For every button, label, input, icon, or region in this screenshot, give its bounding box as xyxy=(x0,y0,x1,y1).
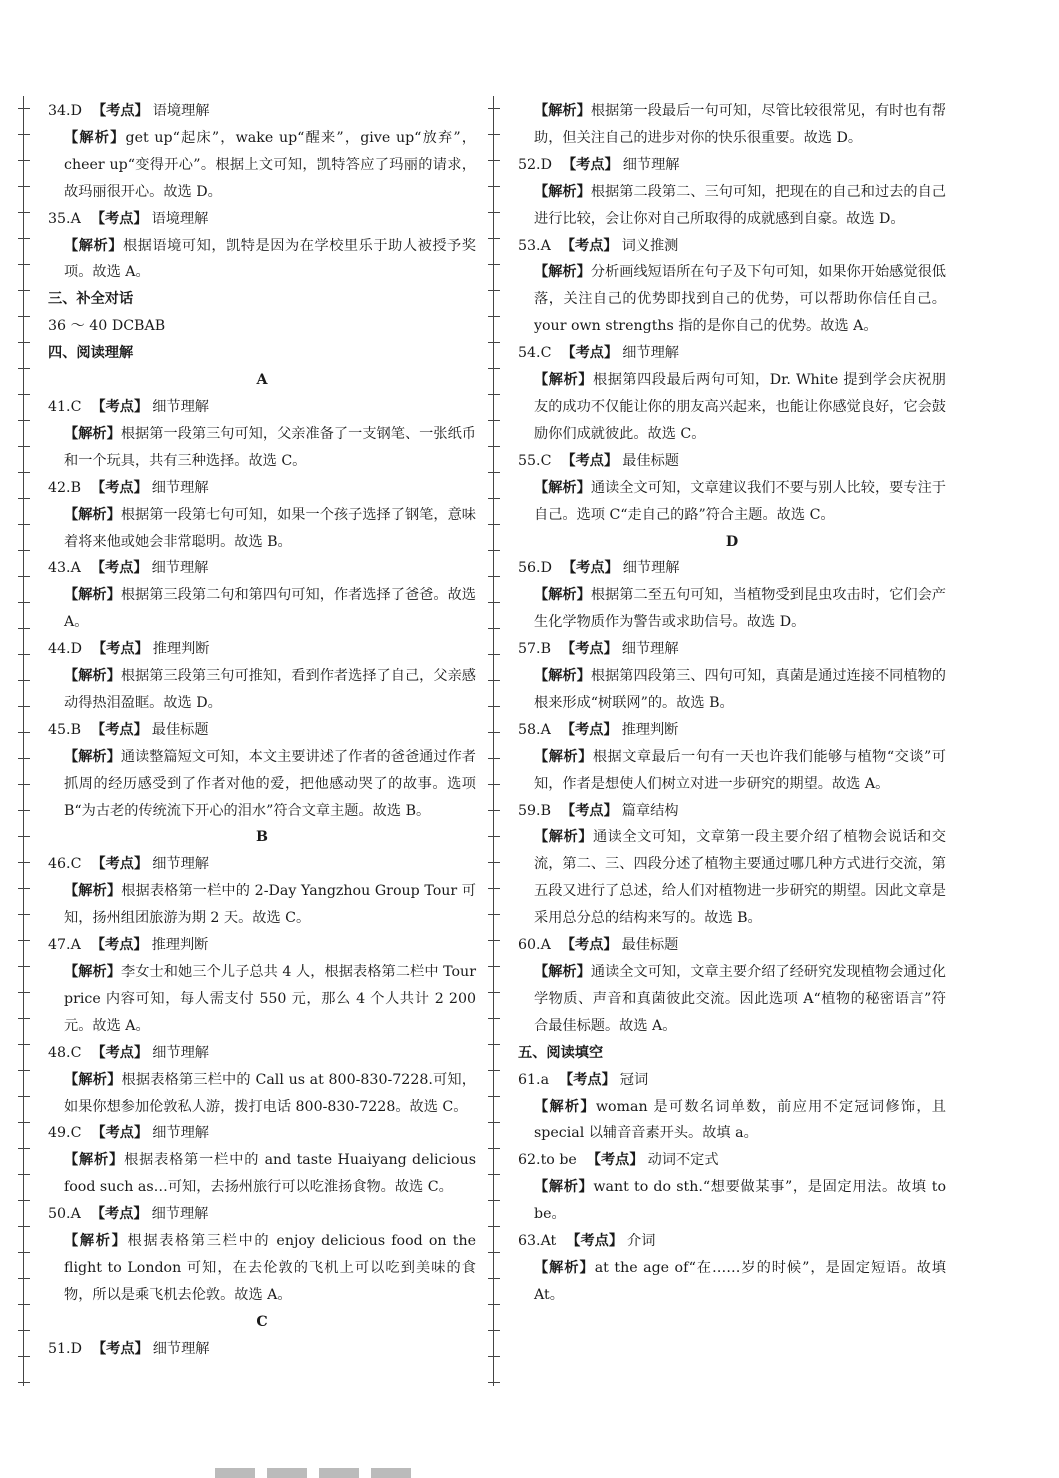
explanation-text: 根据表格第一栏中的 and taste Huaiyang delicious food such as…可知，去扬州旅行可以吃淮扬食物。故选 C。 xyxy=(64,1152,476,1196)
exam-point-tag: 【考点】 xyxy=(91,479,148,496)
question-number: 47.A xyxy=(48,937,81,954)
explanation-tag: 【解析】 xyxy=(64,506,121,523)
section-heading: 四、阅读理解 xyxy=(48,345,134,362)
exam-point-category: 语境理解 xyxy=(151,210,209,227)
exam-point-tag: 【考点】 xyxy=(561,345,619,362)
exam-point-tag: 【考点】 xyxy=(91,398,149,415)
question-answer-line xyxy=(518,1067,946,1094)
question-number: 61.a xyxy=(518,1071,550,1088)
exam-point-tag: 【考点】 xyxy=(90,210,148,227)
explanation-text: 根据第二段第二、三句可知，把现在的自己和过去的自己进行比较，会让你对自己所取得的成就感到自豪。故选 D。 xyxy=(534,183,946,227)
question-number: 43.A xyxy=(48,560,81,577)
explanation-tag: 【解析】 xyxy=(64,748,121,765)
exam-point-tag: 【考点】 xyxy=(559,1071,616,1088)
explanation-text: 通读全文可知，文章主要介绍了经研究发现植物会通过化学物质、声音和真菌彼此交流。因此选项 A“植物的秘密语言”符合最佳标题。故选 A。 xyxy=(534,964,946,1034)
question-number: 34.D xyxy=(48,103,82,119)
exam-point-category: 细节理解 xyxy=(151,479,209,496)
passage-label: B xyxy=(256,829,268,846)
explanation-text: woman 是可数名词单数，前应用不定冠词修饰，且 special 以辅音音素开头。故填 a。 xyxy=(534,1098,946,1142)
explanation-tag: 【解析】 xyxy=(64,1071,122,1088)
question-number: 63.At xyxy=(518,1233,557,1250)
exam-point-tag: 【考点】 xyxy=(561,452,619,469)
explanation-text: 根据第一段第七句可知，如果一个孩子选择了钢笔，意味着将来他或她会非常聪明。故选 B。 xyxy=(64,506,476,550)
explanation-tag: 【解析】 xyxy=(64,668,121,685)
question-answer-line xyxy=(518,152,946,179)
explanation-text: 根据语境可知，凯特是因为在学校里乐于助人被授予奖项。故选 A。 xyxy=(64,237,476,281)
explanation-tag: 【解析】 xyxy=(534,668,591,685)
question-answer-line xyxy=(48,851,476,878)
question-number: 41.C xyxy=(48,398,82,415)
question-answer-line xyxy=(48,1201,476,1228)
exam-point-category: 细节理解 xyxy=(152,1125,209,1142)
question-answer-line xyxy=(48,1120,476,1147)
explanation-tag: 【解析】 xyxy=(534,479,591,496)
exam-point-tag: 【考点】 xyxy=(91,1340,149,1357)
exam-point-tag: 【考点】 xyxy=(561,802,618,819)
explanation xyxy=(48,1228,476,1309)
question-answer-line xyxy=(48,555,476,582)
explanation xyxy=(518,1094,946,1148)
exam-point-tag: 【考点】 xyxy=(91,1044,149,1061)
explanation-tag: 【解析】 xyxy=(64,237,123,254)
exam-point-category: 细节理解 xyxy=(622,156,680,173)
exam-point-category: 推理判断 xyxy=(151,937,209,954)
exam-point-category: 细节理解 xyxy=(621,641,679,658)
explanation-tag: 【解析】 xyxy=(534,1179,594,1196)
question-number: 45.B xyxy=(48,721,81,738)
explanation xyxy=(518,98,946,152)
question-number: 50.A xyxy=(48,1206,81,1223)
exam-point-tag: 【考点】 xyxy=(561,560,619,577)
explanation xyxy=(518,179,946,233)
question-number: 52.D xyxy=(518,156,552,173)
question-answer-line xyxy=(48,717,476,744)
explanation xyxy=(48,878,476,932)
answer-column-right xyxy=(518,98,946,1309)
exam-point-category: 语境理解 xyxy=(152,103,210,119)
question-number: 59.B xyxy=(518,802,551,819)
explanation-text: 根据第三段第二句和第四句可知，作者选择了爸爸。故选 A。 xyxy=(64,587,476,631)
explanation-tag: 【解析】 xyxy=(534,183,591,200)
exam-point-tag: 【考点】 xyxy=(90,560,148,577)
exam-point-category: 推理判断 xyxy=(621,721,679,738)
passage-label: C xyxy=(256,1313,268,1330)
question-answer-line xyxy=(518,448,946,475)
exam-point-category: 细节理解 xyxy=(152,398,209,415)
passage-label: A xyxy=(256,372,268,389)
explanation-text: 根据文章最后一句有一天也许我们能够与植物“交谈”可知，作者是想使人们树立对进一步研究的期望。故选 A。 xyxy=(534,748,946,792)
explanation xyxy=(48,744,476,825)
explanation-tag: 【解析】 xyxy=(534,748,593,765)
question-number: 44.D xyxy=(48,641,82,658)
exam-point-category: 介词 xyxy=(627,1233,656,1250)
question-number: 56.D xyxy=(518,560,552,577)
question-answer-line xyxy=(518,717,946,744)
exam-point-tag: 【考点】 xyxy=(560,237,618,254)
explanation-text: at the age of“在……岁的时候”，是固定短语。故填 At。 xyxy=(534,1259,946,1303)
exam-point-tag: 【考点】 xyxy=(91,641,149,658)
explanation xyxy=(518,259,946,340)
explanation xyxy=(518,824,946,932)
explanation-tag: 【解析】 xyxy=(64,129,126,146)
binding-margin-middle xyxy=(488,96,500,1386)
question-answer-line xyxy=(518,1147,946,1174)
explanation-text: get up“起床”，wake up“醒来”，give up“放弃”，cheer up“变得开心”。根据上文可知，凯特答应了玛丽的请求，故玛丽很开心。故选 D。 xyxy=(64,129,476,200)
explanation xyxy=(518,744,946,798)
exam-point-tag: 【考点】 xyxy=(561,156,619,173)
explanation-tag: 【解析】 xyxy=(534,587,591,604)
exam-point-tag: 【考点】 xyxy=(91,856,149,873)
question-answer-line xyxy=(518,798,946,825)
question-number: 62.to be xyxy=(518,1152,577,1169)
explanation-text: 根据表格第三栏中的 enjoy delicious food on the flight to London 可知，在去伦敦的飞机上可以吃到美味的食物，所以是乘飞机去伦敦。故选 A。 xyxy=(64,1233,476,1303)
explanation xyxy=(518,582,946,636)
question-number: 51.D xyxy=(48,1340,82,1357)
question-number: 35.A xyxy=(48,210,81,227)
explanation xyxy=(518,663,946,717)
section-heading: 三、补全对话 xyxy=(48,291,134,308)
question-answer-line xyxy=(48,394,476,421)
explanation xyxy=(48,1067,476,1121)
explanation-tag: 【解析】 xyxy=(534,103,591,119)
question-answer-line xyxy=(518,636,946,663)
question-answer-line xyxy=(48,1336,476,1363)
exam-point-tag: 【考点】 xyxy=(561,641,618,658)
answer-column-left xyxy=(48,98,476,1363)
explanation-tag: 【解析】 xyxy=(534,1098,596,1115)
question-answer-line xyxy=(48,932,476,959)
explanation xyxy=(518,475,946,529)
explanation xyxy=(518,1255,946,1309)
exam-point-tag: 【考点】 xyxy=(560,721,618,738)
exam-point-tag: 【考点】 xyxy=(586,1152,644,1169)
explanation-text: 根据第四段第三、四句可知，真菌是通过连接不同植物的根来形成“树联网”的。故选 B。 xyxy=(534,668,946,711)
question-number: 58.A xyxy=(518,721,551,738)
exam-point-category: 词义推测 xyxy=(621,237,679,254)
exam-point-category: 细节理解 xyxy=(152,1340,210,1357)
question-answer-line xyxy=(48,475,476,502)
explanation-tag: 【解析】 xyxy=(534,264,591,281)
explanation-text: 分析画线短语所在句子及下句可知，如果你开始感觉很低落，关注自己的优势即找到自己的优势，可以帮助你信任自己。your own strengths 指的是你自己的优势。故选 A。 xyxy=(534,264,946,335)
exam-point-category: 最佳标题 xyxy=(151,721,209,738)
explanation-tag: 【解析】 xyxy=(64,964,122,980)
explanation-text: 通读全文可知，文章第一段主要介绍了植物会说话和交流，第二、三、四段分述了植物主要通过哪几种方式进行交流，第五段又进行了总述，给人们对植物进一步研究的期望。因此文章是采用总分总的结构来写的。故选 B。 xyxy=(534,829,946,927)
question-answer-line xyxy=(48,206,476,233)
question-number: 55.C xyxy=(518,452,552,469)
explanation xyxy=(518,367,946,448)
exam-point-tag: 【考点】 xyxy=(90,937,148,954)
answer-key-line: 36 ～ 40 DCBAB xyxy=(48,318,166,335)
explanation-tag: 【解析】 xyxy=(64,587,121,604)
exam-point-category: 细节理解 xyxy=(151,560,209,577)
question-answer-line xyxy=(518,233,946,260)
explanation xyxy=(48,582,476,636)
exam-point-category: 细节理解 xyxy=(152,856,209,873)
explanation-text: want to do sth.“想要做某事”，是固定用法。故填 to be。 xyxy=(534,1179,946,1223)
explanation-tag: 【解析】 xyxy=(534,1259,595,1276)
exam-point-category: 冠词 xyxy=(619,1071,649,1088)
question-number: 54.C xyxy=(518,345,552,362)
exam-point-category: 细节理解 xyxy=(152,1044,209,1061)
explanation-text: 通读全文可知，文章建议我们不要与别人比较，要专注于自己。选项 C“走自己的路”符合主题。故选 C。 xyxy=(534,479,946,523)
exam-point-category: 动词不定式 xyxy=(647,1152,719,1169)
explanation xyxy=(48,502,476,556)
explanation-tag: 【解析】 xyxy=(64,1233,128,1250)
question-answer-line xyxy=(518,555,946,582)
exam-point-category: 最佳标题 xyxy=(622,452,679,469)
binding-margin-left xyxy=(18,96,30,1386)
question-answer-line xyxy=(48,636,476,663)
question-number: 46.C xyxy=(48,856,82,873)
question-answer-line xyxy=(518,1228,946,1255)
question-answer-line xyxy=(518,932,946,959)
exam-point-category: 细节理解 xyxy=(622,345,679,362)
explanation-text: 李女士和她三个儿子总共 4 人，根据表格第二栏中 Tour price 内容可知，每人需支付 550 元，那么 4 个人共计 2 200元。故选 A。 xyxy=(64,964,476,1034)
explanation-text: 根据第一段第三句可知，父亲准备了一支钢笔、一张纸币和一个玩具，共有三种选择。故选 C。 xyxy=(64,425,476,469)
explanation-tag: 【解析】 xyxy=(64,883,122,900)
exam-point-tag: 【考点】 xyxy=(90,1206,148,1223)
exam-point-tag: 【考点】 xyxy=(91,1125,149,1142)
section-heading: 五、阅读填空 xyxy=(518,1044,604,1061)
explanation-text: 根据第四段最后两句可知，Dr. White 提到学会庆祝朋友的成功不仅能让你的朋友高兴起来，也能让你感觉良好，它会鼓励你们成就彼此。故选 C。 xyxy=(534,372,946,442)
question-number: 60.A xyxy=(518,937,551,954)
explanation-tag: 【解析】 xyxy=(64,1152,125,1169)
question-number: 53.A xyxy=(518,237,551,254)
exam-point-tag: 【考点】 xyxy=(560,937,618,954)
question-number: 57.B xyxy=(518,641,551,658)
exam-point-category: 最佳标题 xyxy=(621,937,679,954)
bottom-crop-marks xyxy=(215,1468,415,1478)
exam-point-category: 篇章结构 xyxy=(621,802,679,819)
exam-point-category: 推理判断 xyxy=(152,641,210,658)
exam-point-tag: 【考点】 xyxy=(91,721,148,738)
exam-point-category: 细节理解 xyxy=(151,1206,209,1223)
question-number: 42.B xyxy=(48,479,81,496)
exam-point-category: 细节理解 xyxy=(622,560,680,577)
explanation xyxy=(48,233,476,287)
explanation xyxy=(48,1147,476,1201)
explanation-tag: 【解析】 xyxy=(534,829,593,846)
explanation xyxy=(48,663,476,717)
explanation xyxy=(48,125,476,206)
explanation xyxy=(518,1174,946,1228)
explanation xyxy=(518,959,946,1040)
question-answer-line xyxy=(48,98,476,125)
explanation-text: 根据第三段第三句可推知，看到作者选择了自己，父亲感动得热泪盈眶。故选 D。 xyxy=(64,668,476,711)
explanation-text: 通读整篇短文可知，本文主要讲述了作者的爸爸通过作者抓周的经历感受到了作者对他的爱，把他感动哭了的故事。选项 B“为古老的传统流下开心的泪水”符合文章主题。故选 B。 xyxy=(64,748,476,819)
explanation xyxy=(48,959,476,1040)
explanation-tag: 【解析】 xyxy=(64,425,121,442)
explanation-text: 根据表格第三栏中的 Call us at 800-830-7228.可知，如果你想参加伦敦私人游，拨打电话 800-830-7228。故选 C。 xyxy=(64,1071,476,1115)
passage-label: D xyxy=(725,533,739,550)
question-number: 48.C xyxy=(48,1044,82,1061)
exam-point-tag: 【考点】 xyxy=(91,103,149,119)
explanation-tag: 【解析】 xyxy=(534,372,593,389)
question-answer-line xyxy=(48,1040,476,1067)
explanation xyxy=(48,421,476,475)
explanation-text: 根据表格第一栏中的 2-Day Yangzhou Group Tour 可知，扬州组团旅游为期 2 天。故选 C。 xyxy=(64,883,476,927)
explanation-tag: 【解析】 xyxy=(534,964,591,980)
exam-point-tag: 【考点】 xyxy=(566,1233,624,1250)
explanation-text: 根据第一段最后一句可知，尽管比较很常见，有时也有帮助，但关注自己的进步对你的快乐很重要。故选 D。 xyxy=(534,103,946,146)
question-number: 49.C xyxy=(48,1125,82,1142)
question-answer-line xyxy=(518,340,946,367)
explanation-text: 根据第二至五句可知，当植物受到昆虫攻击时，它们会产生化学物质作为警告或求助信号。故选 D。 xyxy=(534,587,946,631)
